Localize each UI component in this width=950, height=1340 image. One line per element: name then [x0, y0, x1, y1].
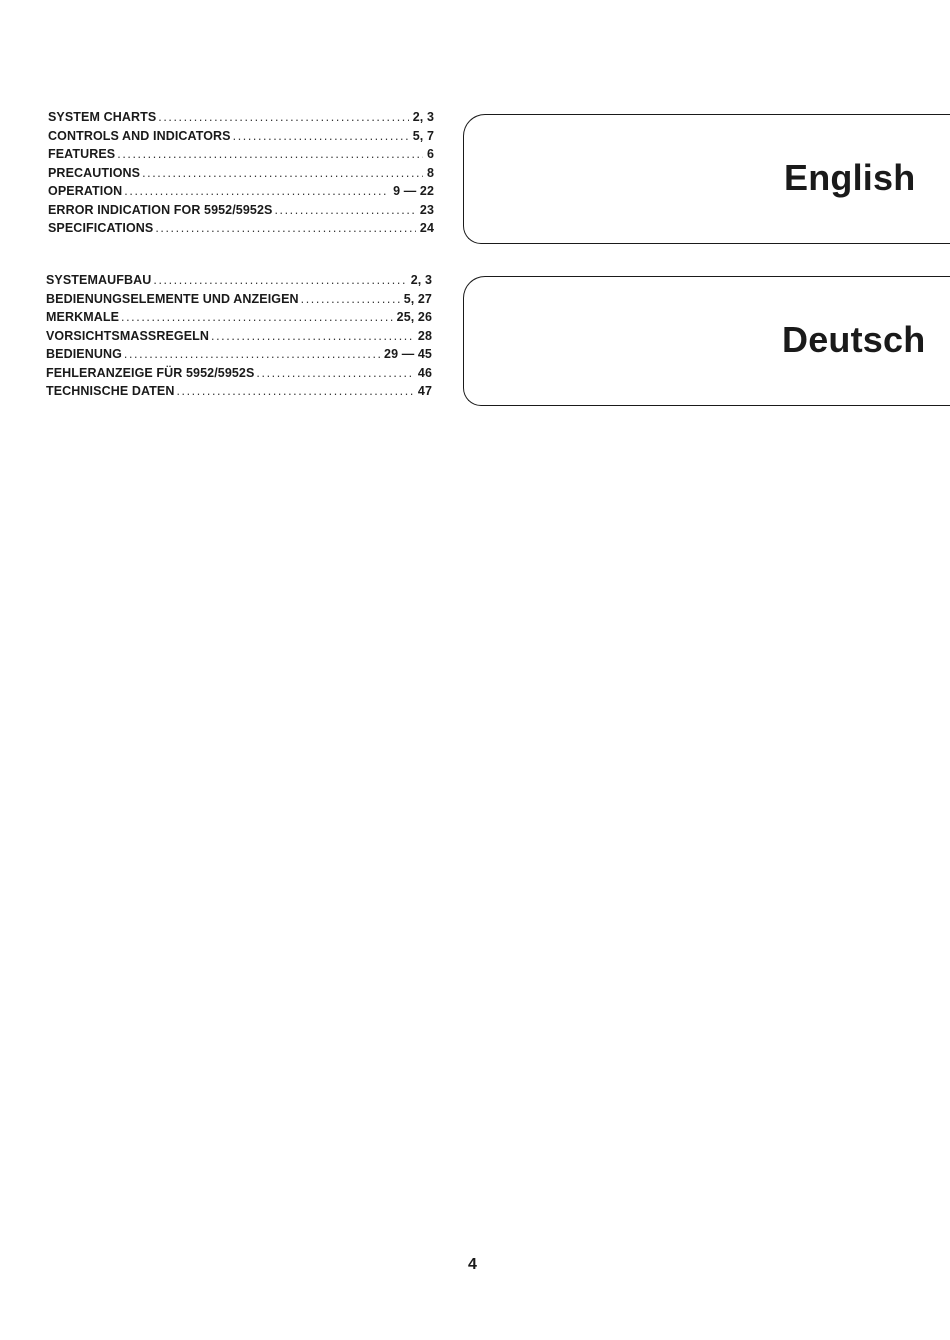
toc-entry-title: VORSICHTSMASSREGELN	[46, 328, 210, 343]
toc-entry-title: CONTROLS AND INDICATORS	[48, 128, 231, 143]
toc-dot-leader	[256, 366, 413, 380]
toc-entry	[48, 203, 434, 222]
toc-entry	[48, 147, 434, 166]
language-tab-english	[463, 114, 950, 244]
toc-entry-title: BEDIENUNGSELEMENTE UND ANZEIGEN	[46, 291, 299, 306]
toc-dot-leader	[153, 273, 406, 287]
toc-entry-page: 5, 27	[403, 291, 432, 306]
toc-entry-page: 9 — 22	[393, 184, 434, 198]
toc-entry-title: BEDIENUNG	[46, 347, 122, 361]
toc-entry	[46, 384, 432, 403]
toc-dot-leader	[176, 384, 413, 398]
toc-dot-leader	[142, 166, 423, 180]
toc-entry-page: 47	[417, 384, 432, 398]
toc-entry	[46, 347, 432, 366]
toc-dot-leader	[233, 129, 409, 143]
toc-english	[48, 110, 434, 240]
toc-dot-leader	[158, 110, 408, 124]
toc-dot-leader	[124, 347, 380, 361]
toc-entry-title: SYSTEMAUFBAU	[46, 273, 152, 287]
toc-entry-page: 46	[417, 365, 432, 380]
toc-dot-leader	[274, 203, 415, 217]
toc-dot-leader	[124, 184, 389, 198]
toc-entry	[48, 184, 434, 203]
toc-entry-title: SYSTEM CHARTS	[48, 110, 157, 124]
toc-entry-page: 24	[419, 221, 434, 235]
toc-entry-title: MERKMALE	[46, 310, 120, 324]
toc-entry	[48, 166, 434, 185]
toc-entry-title: FEHLERANZEIGE FÜR 5952/5952S	[46, 365, 255, 380]
toc-entry	[48, 129, 434, 148]
toc-dot-leader	[117, 147, 423, 161]
toc-entry-page: 2, 3	[412, 110, 434, 124]
toc-entry-title: FEATURES	[48, 147, 116, 161]
toc-dot-leader	[301, 292, 400, 306]
toc-entry-page: 25, 26	[396, 310, 432, 324]
toc-entry-page: 29 — 45	[384, 347, 432, 361]
toc-entry	[46, 273, 432, 292]
toc-entry-title: SPECIFICATIONS	[48, 221, 154, 235]
toc-entry	[48, 110, 434, 129]
toc-entry-page: 8	[426, 165, 434, 180]
toc-entry-page: 23	[419, 202, 434, 217]
toc-dot-leader	[121, 310, 393, 324]
toc-entry	[46, 329, 432, 348]
toc-dot-leader	[211, 329, 414, 343]
language-label-german: Deutsch	[782, 319, 926, 360]
page-number: 4	[468, 1256, 477, 1273]
toc-entry-page: 2, 3	[410, 273, 432, 287]
language-tab-german	[463, 276, 950, 406]
toc-entry	[46, 292, 432, 311]
toc-entry-title: OPERATION	[48, 184, 123, 198]
toc-entry-title: PRECAUTIONS	[48, 165, 141, 180]
toc-entry	[46, 310, 432, 329]
toc-entry-title: ERROR INDICATION FOR 5952/5952S	[48, 202, 273, 217]
toc-entry	[46, 366, 432, 385]
toc-entry-page: 6	[426, 147, 434, 161]
toc-entry-page: 5, 7	[412, 128, 434, 143]
toc-dot-leader	[155, 221, 416, 235]
language-label-english: English	[784, 157, 916, 198]
toc-german	[46, 273, 432, 403]
toc-entry	[48, 221, 434, 240]
toc-entry-page: 28	[417, 328, 432, 343]
toc-entry-title: TECHNISCHE DATEN	[46, 384, 175, 398]
